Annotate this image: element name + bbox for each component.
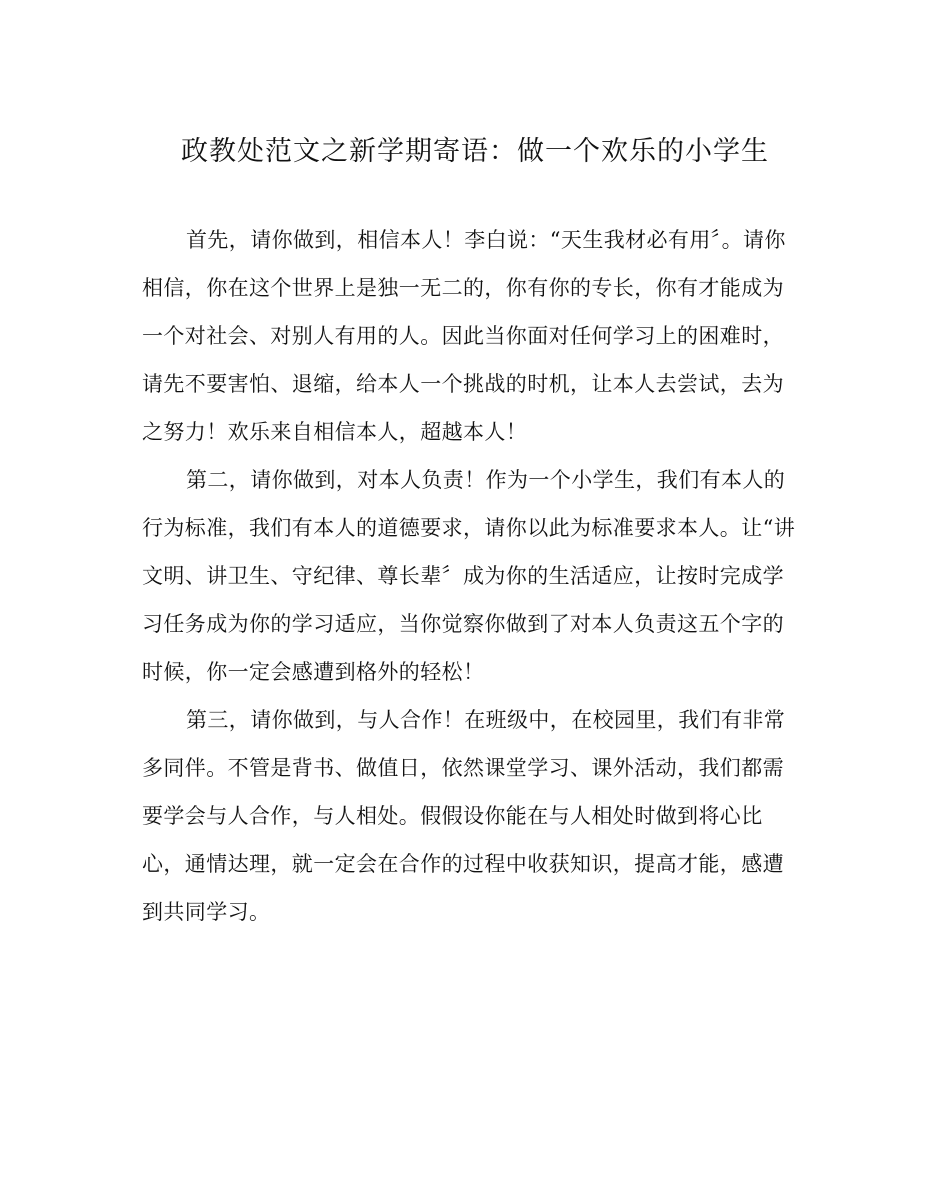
paragraph-line: 请先不要害怕、退缩，给本人一个挑战的时机，让本人去尝试，去为 [142,372,784,396]
paragraph-line: 心，通情达理，就一定会在合作的过程中收获知识，提高才能，感遭 [142,852,784,876]
paragraph-line: 到共同学习。 [142,900,271,924]
paragraph-line: 一个对社会、对别人有用的人。因此当你面对任何学习上的困难时， [142,324,784,348]
paragraph-line: 要学会与人合作，与人相处。假假设你能在与人相处时做到将心比 [142,804,763,828]
paragraph-line: 首先，请你做到，相信本人！李白说：“天生我材必有用〞。请你 [186,228,786,252]
paragraph-line: 习任务成为你的学习适应，当你觉察你做到了对本人负责这五个字的 [142,612,784,636]
document-body [142,216,807,936]
document-title: 政教处范文之新学期寄语：做一个欢乐的小学生 [181,136,769,167]
paragraph-line: 相信，你在这个世界上是独一无二的，你有你的专长，你有才能成为 [142,276,784,300]
paragraph-line: 第三，请你做到，与人合作！在班级中，在校园里，我们有非常 [186,708,786,732]
paragraph-3 [142,696,807,936]
paragraph-line: 文明、讲卫生、守纪律、尊长辈〞成为你的生活适应，让按时完成学 [142,564,784,588]
paragraph-2 [142,456,807,696]
paragraph-line: 行为标准，我们有本人的道德要求，请你以此为标准要求本人。让“讲 [142,516,796,540]
paragraph-line: 时候，你一定会感遭到格外的轻松！ [142,660,485,684]
paragraph-1 [142,216,807,456]
paragraph-line: 第二，请你做到，对本人负责！作为一个小学生，我们有本人的 [186,468,786,492]
paragraph-line: 多同伴。不管是背书、做值日，依然课堂学习、课外活动，我们都需 [142,756,784,780]
paragraph-line: 之努力！欢乐来自相信本人，超越本人！ [142,420,528,444]
